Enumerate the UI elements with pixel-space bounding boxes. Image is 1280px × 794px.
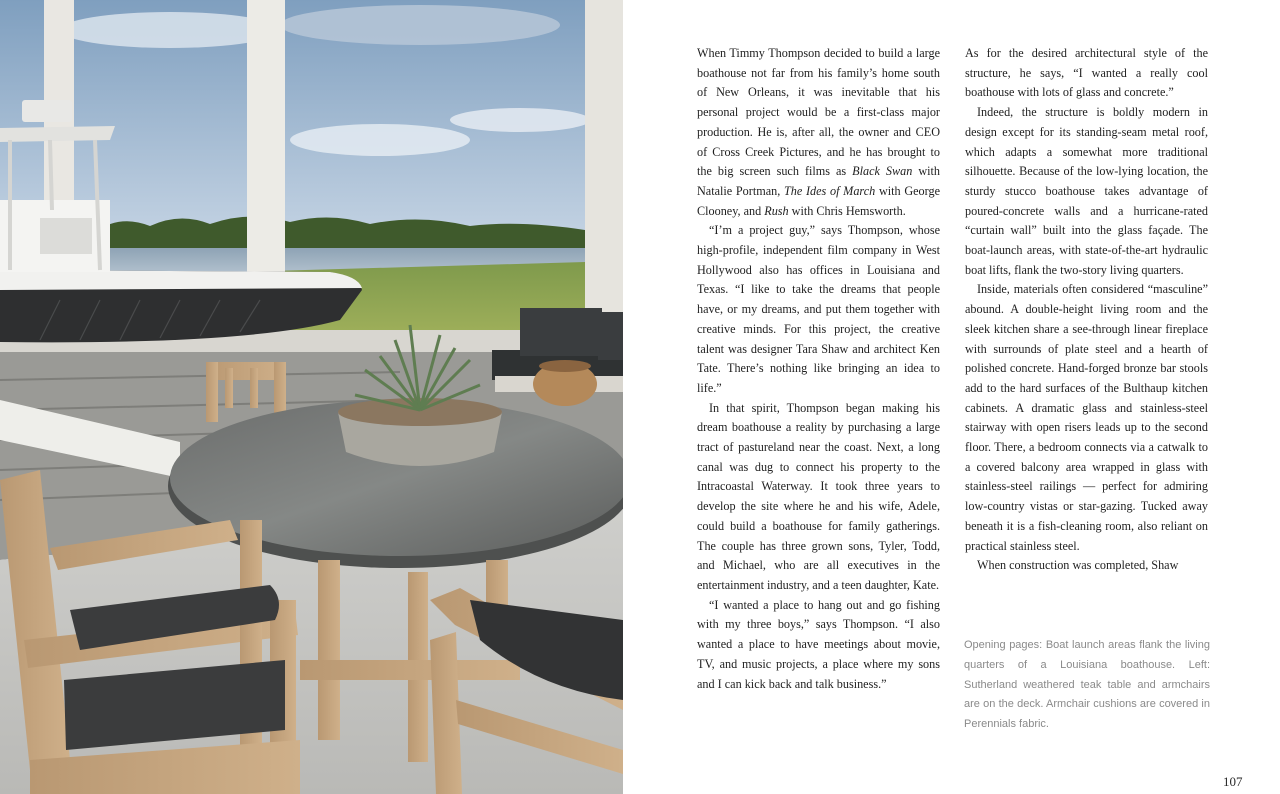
paragraph-text: “I’m a project guy,” says Thompson, whose high-profile, independent film company in West Hollywood also has offices in Louisiana and Texas. “I like to take the dreams that people have, or my dreams, and put them together with creative minds. For this project, the creative talent was designer Tara Shaw and architect Ken Tate. There’s nothing like bringing an idea to life.” (697, 223, 940, 395)
paragraph-text: Indeed, the structure is boldly modern in design except for its standing-seam metal roof, which adapts a somewhat more traditional silhouette. Because of the low-lying location, the sturdy stucco boathouse takes advantage of poured-concrete walls and a hurricane-rated “curtain wall” built into the glass façade. The boat-launch areas, with state-of-the-art hydraulic boat lifts, flank the two-story living quarters. (965, 105, 1208, 277)
paragraph-text: with Natalie Portman, (697, 164, 940, 198)
paragraph-text: with George Clooney, and (697, 183, 940, 218)
paragraph-text: with Chris Hemsworth. (788, 203, 906, 218)
article-paragraph (965, 280, 1208, 556)
article-paragraph (697, 44, 940, 221)
article-paragraph (965, 103, 1208, 280)
paragraph-text: In that spirit, Thompson began making his dream boathouse a reality by purchasing a large tract of pastureland near the coast. Next, a long canal was dug to connect his property to the Intracoastal Waterway. It took three years to develop the site where he and his wife, Adele, could build a boathouse for family gatherings. The couple has three grown sons, Tyler, Todd, and Michael, who are all executives in the entertainment industry, and a teen daughter, Kate. (697, 400, 940, 592)
article-paragraph (965, 556, 1208, 576)
article-paragraph (697, 399, 940, 596)
paragraph-text: “I wanted a place to hang out and go fishing with my three boys,” says Thompson. “I also wanted a place to have meetings about movie, TV, and music projects, a place where my sons and I can kick back and talk business.” (697, 597, 940, 691)
paragraph-text: Inside, materials often considered “masculine” abound. A double-height living room and the sleek kitchen share a see-through linear fireplace with surrounds of plate steel and a hearth of polished concrete. Hand-forged bronze bar stools add to the hard surfaces of the Bulthaup kitchen cabinets. A dramatic glass and stainless-steel stairway with open risers leads up to the second floor. There, a bedroom connects via a catwalk to a covered balcony area wrapped in glass with stainless-steel railings — perfect for admiring low-country vistas or star-gazing. Tucked away beneath it is a fish-cleaning room, also reliant on practical stainless steel. (965, 282, 1208, 553)
article-paragraph (697, 221, 940, 398)
paragraph-text: When construction was completed, Shaw (977, 558, 1179, 573)
article-column-right (965, 44, 1208, 576)
film-title: The Ides of March (783, 183, 876, 198)
film-title: Rush (764, 203, 789, 218)
film-title: Black Swan (852, 164, 913, 179)
paragraph-text: When Timmy Thompson decided to build a large boathouse not far from his family’s home south of New Orleans, it was inevitable that his personal project would be a first-class major production. He is, after all, the owner and CEO of Cross Creek Pictures, and he has brought to the big screen such films as (697, 46, 940, 179)
paragraph-text: As for the desired architectural style of the structure, he says, “I wanted a really cool boathouse with lots of glass and concrete.” (965, 46, 1208, 100)
deck-photo (0, 0, 623, 794)
article-column-left (697, 44, 940, 694)
article-paragraph (697, 596, 940, 695)
photo-caption: Opening pages: Boat launch areas flank the living quarters of a Louisiana boathouse. Left: Sutherland weathered teak table and armchairs are on the deck. Armchair cushions are covered in Perennials fabric. (964, 639, 1210, 731)
article-paragraph (965, 44, 1208, 103)
page-number: 107 (1223, 774, 1243, 789)
